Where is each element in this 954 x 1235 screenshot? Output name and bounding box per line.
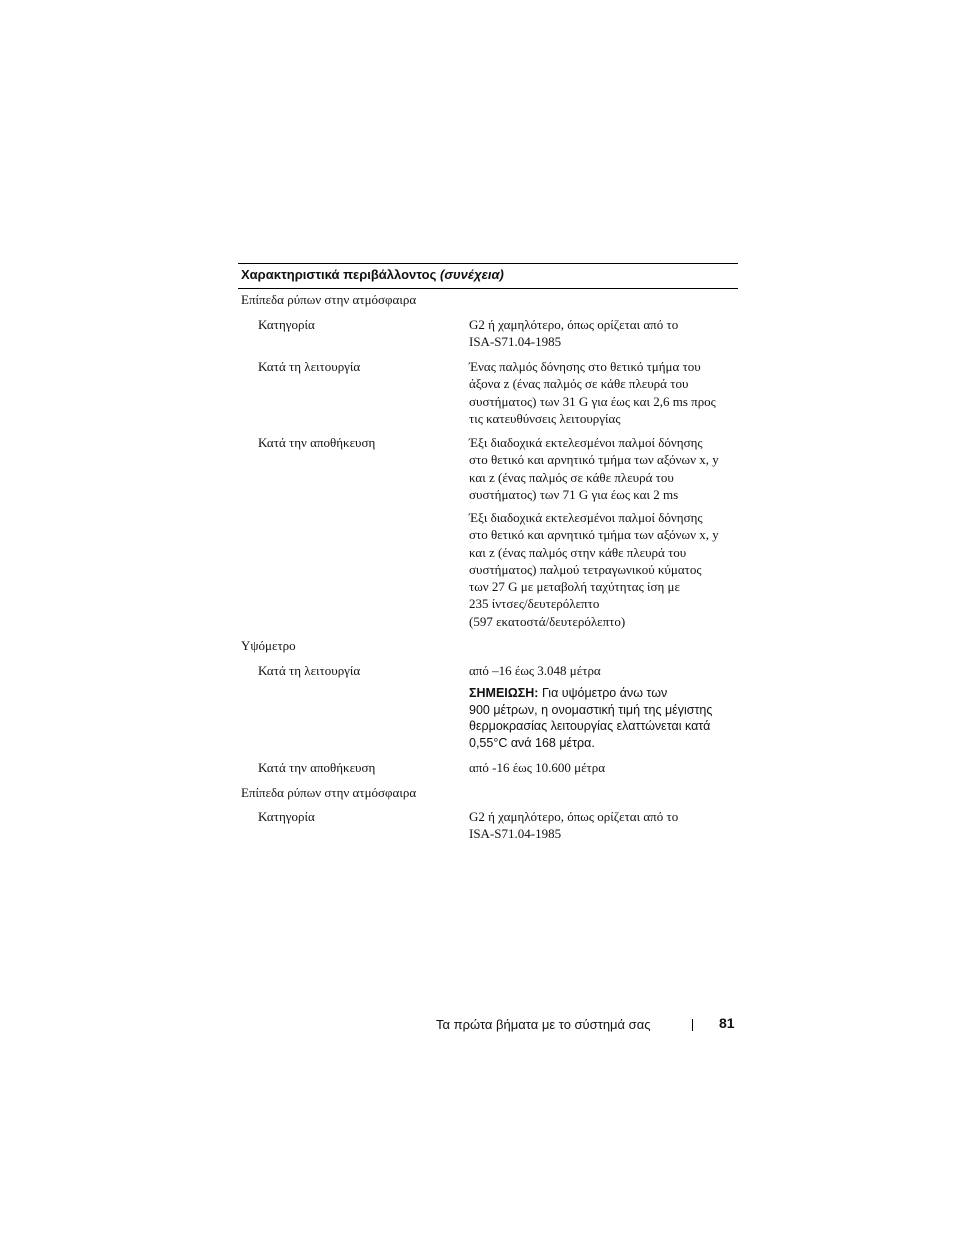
value-line: Έξι διαδοχικά εκτελεσμένοι παλμοί δόνησης [469, 510, 703, 525]
value-line: ISA-S71.04-1985 [469, 334, 562, 350]
value-line: των 27 G με μεταβολή ταχύτητας ίση με [469, 579, 680, 595]
row-value-category [469, 316, 737, 351]
note-line: θερμοκρασίας λειτουργίας ελαττώνεται κατά [469, 719, 711, 733]
value-line: στο θετικό και αρνητικό τμήμα των αξόνων x, y [469, 527, 719, 543]
row-value-category-2 [469, 808, 737, 843]
value-line: ISA-S71.04-1985 [469, 826, 562, 842]
row-label-storage-shock: Κατά την αποθήκευση [258, 435, 376, 450]
value-line: συστήματος) των 71 G για έως και 2 ms [469, 486, 679, 502]
row-value-operating-altitude [469, 662, 737, 679]
value-line: και z (ένας παλμός σε κάθε πλευρά του [469, 469, 674, 485]
row-label-storage-altitude: Κατά την αποθήκευση [258, 760, 376, 775]
row-label-operating-altitude: Κατά τη λειτουργία [258, 663, 361, 678]
note-line: 0,55°C ανά 168 μέτρα. [469, 735, 595, 750]
value-line: τις κατευθύνσεις λειτουργίας [469, 410, 621, 426]
row-value-operating-shock [469, 358, 737, 427]
value-line: 235 ίντσες/δευτερόλεπτο [469, 596, 600, 612]
value-line: άξονα z (ένας παλμός σε κάθε πλευρά του [469, 376, 689, 392]
footer-section-title: Τα πρώτα βήματα με το σύστημά σας [436, 1017, 651, 1032]
group-heading-contamination-2: Επίπεδα ρύπων στην ατμόσφαιρα [241, 785, 417, 800]
value-line: Ένας παλμός δόνησης στο θετικό τμήμα του [469, 359, 701, 374]
row-label-operating-shock: Κατά τη λειτουργία [258, 359, 361, 374]
row-value-storage-shock-2 [469, 509, 737, 630]
value-line: από –16 έως 3.048 μέτρα [469, 663, 601, 678]
value-line: G2 ή χαμηλότερο, όπως ορίζεται από το [469, 317, 679, 332]
note-line: 900 μέτρων, η ονομαστική τιμή της μέγιστης [469, 702, 713, 717]
note-label: ΣΗΜΕΙΩΣΗ: [469, 686, 539, 700]
group-heading-altitude: Υψόμετρο [241, 638, 296, 653]
value-line: συστήματος) των 31 G για έως και 2,6 ms προς [469, 393, 716, 409]
row-label-category-2: Κατηγορία [258, 809, 315, 824]
footer-separator [692, 1019, 693, 1031]
table-title-continuation: (συνέχεια) [440, 267, 504, 282]
table-top-rule [238, 263, 738, 264]
value-line: G2 ή χαμηλότερο, όπως ορίζεται από το [469, 809, 679, 824]
value-line: από -16 έως 10.600 μέτρα [469, 760, 606, 775]
altitude-note [469, 685, 737, 751]
value-line: στο θετικό και αρνητικό τμήμα των αξόνων x, y [469, 452, 719, 468]
row-value-storage-shock-1 [469, 434, 737, 503]
page-number: 81 [719, 1015, 735, 1031]
row-value-storage-altitude [469, 759, 737, 776]
row-label-category: Κατηγορία [258, 317, 315, 332]
table-header-rule [238, 288, 738, 289]
group-heading-contamination: Επίπεδα ρύπων στην ατμόσφαιρα [241, 292, 417, 307]
value-line: (597 εκατοστά/δευτερόλεπτο) [469, 613, 626, 629]
value-line: συστήματος) παλμού τετραγωνικού κύματος [469, 561, 702, 577]
value-line: Έξι διαδοχικά εκτελεσμένοι παλμοί δόνησης [469, 435, 703, 450]
table-title: Χαρακτηριστικά περιβάλλοντος (συνέχεια) [241, 267, 504, 282]
note-line: ΣΗΜΕΙΩΣΗ: Για υψόμετρο άνω των [469, 686, 668, 700]
value-line: και z (ένας παλμός στην κάθε πλευρά του [469, 544, 687, 560]
